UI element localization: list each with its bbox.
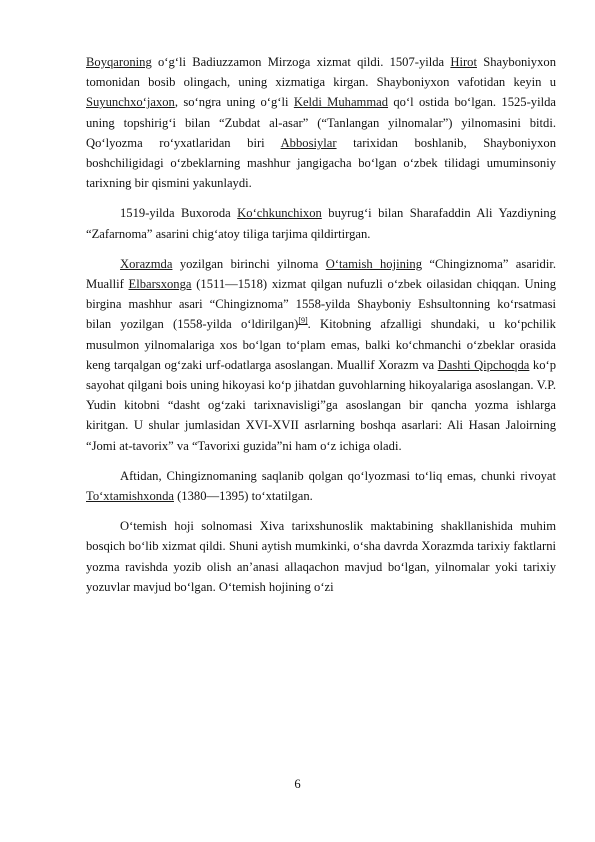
paragraph	[86, 516, 556, 597]
text-run: o‘g‘li Badiuzzamon Mirzoga xizmat qildi. 1507-yilda	[151, 55, 451, 69]
page-number: 6	[294, 777, 301, 791]
inline-link[interactable]: Suyunchxo‘jaxon	[86, 95, 175, 110]
text-run: 1519-yilda Buxoroda	[120, 206, 238, 221]
text-run: tarixidan boshlanib, Shayboniyxon boshchiligidagi o‘zbeklarning mashhur jangigacha bo‘lgan o‘zbek tilidagi umuminsoniy tarixning bir qismini yakunlaydi.	[86, 135, 556, 191]
text-run: ko‘p sayohat qilgani bois uning hikoyasi ko‘p jihatdan guvohlarning hikoyalariga asoslangan. V.P. Yudin kitobni “dasht og‘zaki tarixnavisligi”ga asoslangan bir qancha yozma ishlarga kiritgan. U shular jumlasidan XVI-XVII asrlarning boshqa asarlari: Ali Hasan Jaloirning “Jomi at-tavorix” va “Tavorixi guzida”ni ham o‘z ichiga oladi.	[86, 357, 556, 453]
inline-link[interactable]: Boyqaroning	[86, 55, 152, 69]
paragraph	[86, 254, 556, 456]
inline-link[interactable]: Dashti Qipchoqda	[437, 357, 530, 372]
text-run: (1511—1518) xizmat qilgan nufuzli o‘zbek oilasidan chiqqan. Uning birgina mashhur asari “Chingiznoma” 1558-yilda Shayboniy Eshsultonning ko‘rsatmasi bilan yozilgan (1558-yilda o‘ldirilgan)	[86, 277, 556, 332]
text-run: O‘temish hoji solnomasi Xiva tarixshunoslik maktabining shakllanishida muhim bosqich bo‘lib xizmat qildi. Shuni aytish mumkinki, o‘sha davrda Xorazmda tarixiy faktlarni yozma ravishda yozib olish an’anasi allaqachon mavjud bo‘lgan, yilnomalar yoki tarixiy yozuvlar mavjud bo‘lgan. O‘temish hojining o‘zi	[86, 519, 556, 594]
text-run: “Chingiznoma” asaridir. Muallif	[86, 256, 557, 292]
text-run: (1380—1395) to‘xtatilgan.	[173, 489, 313, 504]
text-run: Shayboniyxon tomonidan bosib olingach, uning xizmatiga kirgan. Shayboniyxon vafotidan keyin u	[86, 55, 556, 90]
paragraph	[86, 203, 556, 243]
text-run: Aftidan, Chingiznomaning saqlanib qolgan qo‘lyozmasi to‘liq emas, chunki rivoyat	[120, 468, 556, 483]
inline-link[interactable]: Hirot	[450, 55, 477, 69]
inline-link[interactable]: O‘tamish hojining	[325, 256, 422, 271]
paragraph	[86, 466, 556, 506]
text-run: buyrug‘i bilan Sharafaddin Ali Yazdiyning “Zafarnoma” asarini chig‘atoy tiliga tarjima qildirtirgan.	[86, 206, 556, 241]
text-run: , so‘ngra uning o‘g‘li	[174, 95, 294, 110]
footnote-reference[interactable]: [9]	[298, 316, 308, 326]
inline-link[interactable]: Keldi Muhammad	[293, 95, 389, 110]
inline-link[interactable]: Elbarsxonga	[128, 277, 192, 292]
text-run: qo‘l ostida bo‘lgan. 1525-yilda uning topshirig‘i bilan “Zubdat al-asar” (“Tanlangan yilnomalar”) yilnomasini bitdi. Qo‘lyozma ro‘yxatlaridan biri	[86, 95, 556, 150]
inline-link[interactable]: Ko‘chkunchixon	[237, 206, 322, 221]
inline-link[interactable]: Abbosiylar	[280, 135, 337, 150]
inline-link[interactable]: Xorazmda	[120, 256, 173, 271]
text-run: yozilgan birinchi yilnoma	[172, 256, 326, 271]
paragraph	[86, 52, 556, 193]
text-run: . Kitobning afzalligi shundaki, u ko‘pchilik musulmon yilnomalariga xos bo‘lgan to‘plam emas, balki ko‘chmanchi o‘zbeklar orasida keng tarqalgan og‘zaki urf-odatlarga asoslangan. Muallif Xorazm va	[86, 317, 556, 372]
body-text	[86, 52, 556, 607]
inline-link[interactable]: To‘xtamishxonda	[86, 489, 174, 504]
